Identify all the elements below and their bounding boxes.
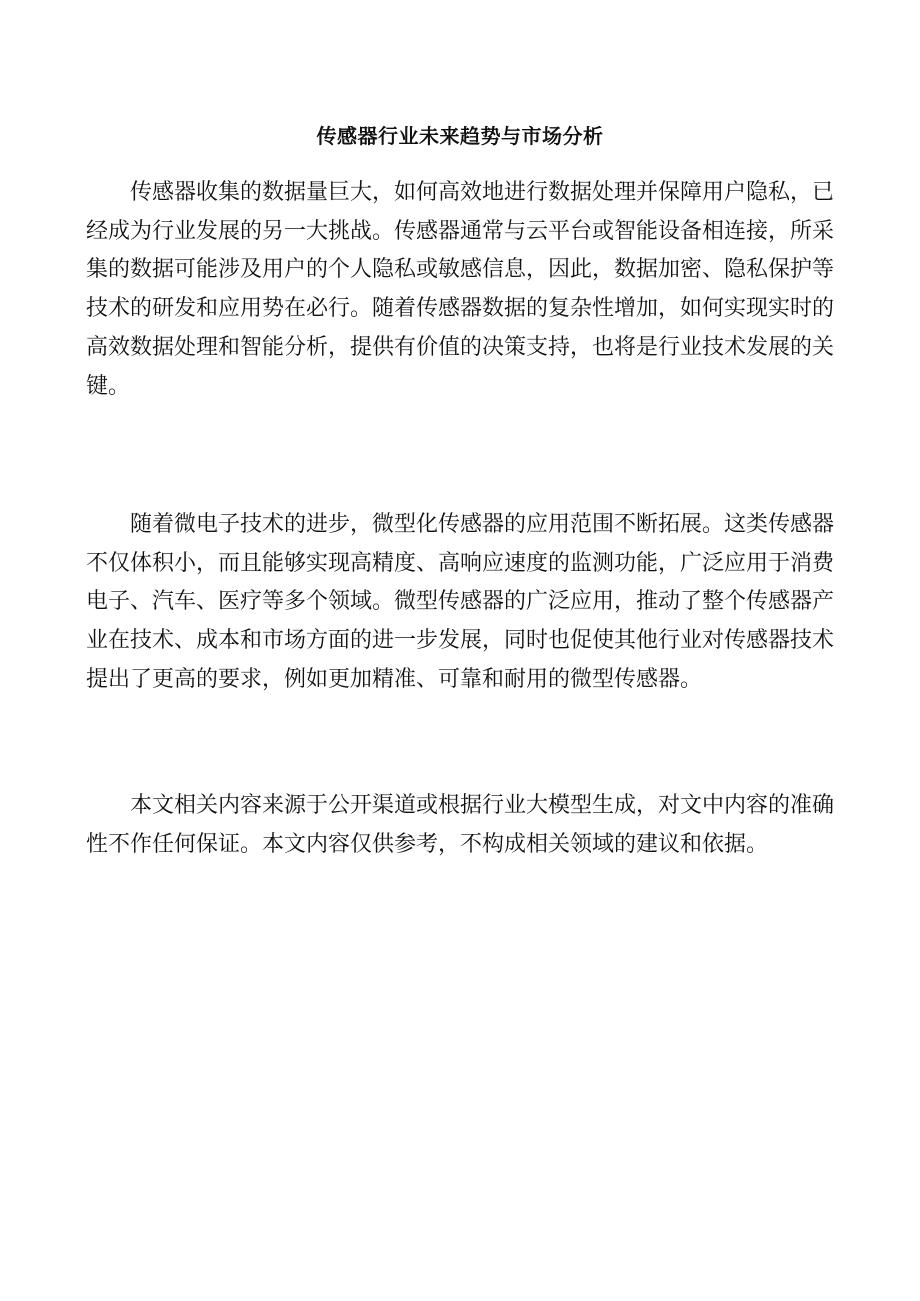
paragraph-miniaturized-sensors: 随着微电子技术的进步，微型化传感器的应用范围不断拓展。这类传感器不仅体积小，而且能够实现高精度、高响应速度的监测功能，广泛应用于消费电子、汽车、医疗等多个领域。微型传感器的广泛应用，推动了整个传感器产业在技术、成本和市场方面的进一步发展，同时也促使其他行业对传感器技术提出了更高的要求，例如更加精准、可靠和耐用的微型传感器。 [86,512,835,692]
paragraph-disclaimer: 本文相关内容来源于公开渠道或根据行业大模型生成，对文中内容的准确性不作任何保证。本文内容仅供参考，不构成相关领域的建议和依据。 [86,793,835,857]
document-title: 传感器行业未来趋势与市场分析 [316,124,604,148]
paragraph-data-processing-privacy: 传感器收集的数据量巨大，如何高效地进行数据处理并保障用户隐私，已经成为行业发展的另一大挑战。传感器通常与云平台或智能设备相连接，所采集的数据可能涉及用户的个人隐私或敏感信息，因此，数据加密、隐私保护等技术的研发和应用势在必行。随着传感器数据的复杂性增加，如何实现实时的高效数据处理和智能分析，提供有价值的决策支持，也将是行业技术发展的关键。 [86,180,835,399]
